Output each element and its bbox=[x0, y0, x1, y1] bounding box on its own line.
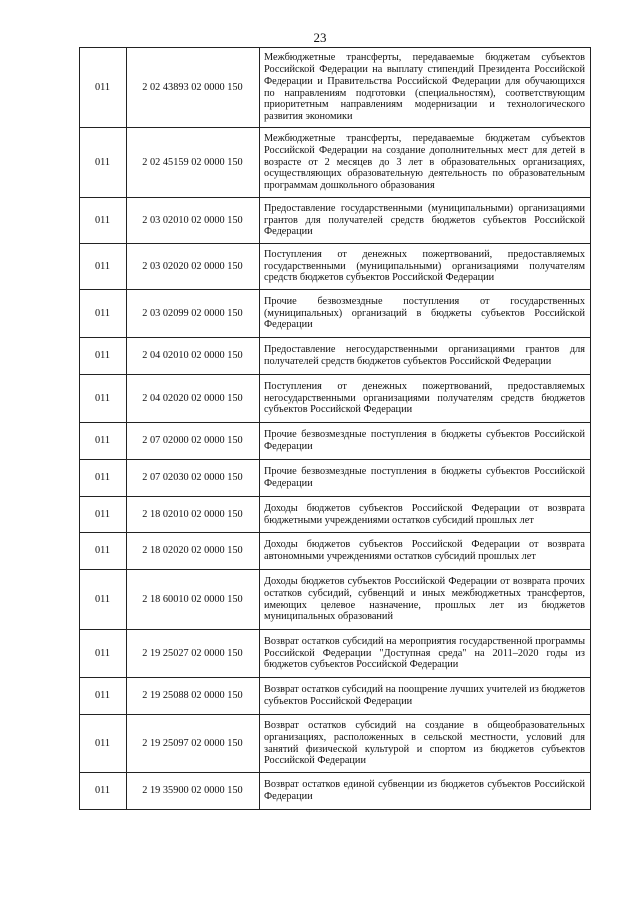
budget-classification-code-cell: 2 07 02000 02 0000 150 bbox=[127, 423, 260, 460]
admin-code-cell: 011 bbox=[80, 533, 127, 570]
table-row bbox=[80, 128, 591, 198]
revenue-name-cell: Поступления от денежных пожертвований, предоставляемых негосударственными организациями получателям средств бюджетов субъектов Российской Федерации bbox=[260, 375, 591, 423]
budget-classification-code-cell: 2 18 02010 02 0000 150 bbox=[127, 497, 260, 533]
table-row bbox=[80, 570, 591, 630]
admin-code-cell: 011 bbox=[80, 338, 127, 375]
budget-classification-code-cell: 2 03 02010 02 0000 150 bbox=[127, 198, 260, 244]
budget-classification-code-cell: 2 19 35900 02 0000 150 bbox=[127, 773, 260, 810]
table-row bbox=[80, 48, 591, 128]
admin-code-cell: 011 bbox=[80, 715, 127, 773]
admin-code-cell: 011 bbox=[80, 773, 127, 810]
admin-code-cell: 011 bbox=[80, 198, 127, 244]
revenue-name-cell: Предоставление государственными (муниципальными) организациями грантов для получателей средств бюджетов субъектов Российской Федерации bbox=[260, 198, 591, 244]
table-row bbox=[80, 423, 591, 460]
table-row bbox=[80, 533, 591, 570]
table-row bbox=[80, 678, 591, 715]
budget-classification-code-cell: 2 19 25097 02 0000 150 bbox=[127, 715, 260, 773]
revenue-name-cell: Возврат остатков субсидий на поощрение лучших учителей из бюджетов субъектов Российской Федерации bbox=[260, 678, 591, 715]
budget-classification-code-cell: 2 18 60010 02 0000 150 bbox=[127, 570, 260, 630]
table-row bbox=[80, 630, 591, 678]
revenue-name-cell: Доходы бюджетов субъектов Российской Федерации от возврата автономными учреждениями остатков субсидий прошлых лет bbox=[260, 533, 591, 570]
budget-classification-code-cell: 2 04 02020 02 0000 150 bbox=[127, 375, 260, 423]
admin-code-cell: 011 bbox=[80, 128, 127, 198]
admin-code-cell: 011 bbox=[80, 570, 127, 630]
revenue-name-cell: Прочие безвозмездные поступления в бюджеты субъектов Российской Федерации bbox=[260, 423, 591, 460]
budget-classification-code-cell: 2 19 25027 02 0000 150 bbox=[127, 630, 260, 678]
table-row bbox=[80, 715, 591, 773]
table-row bbox=[80, 375, 591, 423]
revenue-name-cell: Доходы бюджетов субъектов Российской Федерации от возврата бюджетными учреждениями остатков субсидий прошлых лет bbox=[260, 497, 591, 533]
table-row bbox=[80, 198, 591, 244]
budget-classification-code-cell: 2 02 43893 02 0000 150 bbox=[127, 48, 260, 128]
budget-classification-code-cell: 2 19 25088 02 0000 150 bbox=[127, 678, 260, 715]
revenue-name-cell: Межбюджетные трансферты, передаваемые бюджетам субъектов Российской Федерации на создание дополнительных мест для детей в возрасте от 2 месяцев до 3 лет в образовательных организациях, осуществляющих образовательную деятельность по образовательным программам дошкольного образования bbox=[260, 128, 591, 198]
budget-classification-code-cell: 2 03 02020 02 0000 150 bbox=[127, 244, 260, 290]
revenue-name-cell: Прочие безвозмездные поступления от государственных (муниципальных) организаций в бюджеты субъектов Российской Федерации bbox=[260, 290, 591, 338]
admin-code-cell: 011 bbox=[80, 630, 127, 678]
budget-classification-code-cell: 2 03 02099 02 0000 150 bbox=[127, 290, 260, 338]
table-row bbox=[80, 460, 591, 497]
revenue-name-cell: Доходы бюджетов субъектов Российской Федерации от возврата прочих остатков субсидий, субвенций и иных межбюджетных трансфертов, имеющих целевое назначение, прошлых лет из бюджетов муниципальных образований bbox=[260, 570, 591, 630]
revenue-name-cell: Возврат остатков единой субвенции из бюджетов субъектов Российской Федерации bbox=[260, 773, 591, 810]
budget-classification-code-cell: 2 07 02030 02 0000 150 bbox=[127, 460, 260, 497]
admin-code-cell: 011 bbox=[80, 244, 127, 290]
admin-code-cell: 011 bbox=[80, 497, 127, 533]
revenue-name-cell: Предоставление негосударственными организациями грантов для получателей средств бюджетов субъектов Российской Федерации bbox=[260, 338, 591, 375]
revenue-name-cell: Возврат остатков субсидий на мероприятия государственной программы Российской Федерации "Доступная среда" на 2011–2020 годы из бюджетов субъектов Российской Федерации bbox=[260, 630, 591, 678]
revenue-name-cell: Прочие безвозмездные поступления в бюджеты субъектов Российской Федерации bbox=[260, 460, 591, 497]
admin-code-cell: 011 bbox=[80, 460, 127, 497]
admin-code-cell: 011 bbox=[80, 290, 127, 338]
admin-code-cell: 011 bbox=[80, 48, 127, 128]
budget-classification-code-cell: 2 04 02010 02 0000 150 bbox=[127, 338, 260, 375]
page-number: 23 bbox=[313, 30, 327, 45]
admin-code-cell: 011 bbox=[80, 423, 127, 460]
table-row bbox=[80, 497, 591, 533]
table-row bbox=[80, 338, 591, 375]
table-row bbox=[80, 290, 591, 338]
admin-code-cell: 011 bbox=[80, 375, 127, 423]
revenue-code-table bbox=[79, 47, 591, 810]
budget-classification-code-cell: 2 18 02020 02 0000 150 bbox=[127, 533, 260, 570]
revenue-name-cell: Возврат остатков субсидий на создание в общеобразовательных организациях, расположенных в сельской местности, условий для занятий физической культурой и спортом из бюджетов субъектов Российской Федерации bbox=[260, 715, 591, 773]
table-row bbox=[80, 244, 591, 290]
admin-code-cell: 011 bbox=[80, 678, 127, 715]
revenue-name-cell: Поступления от денежных пожертвований, предоставляемых государственными (муниципальными) организациями получателям средств бюджетов субъектов Российской Федерации bbox=[260, 244, 591, 290]
revenue-name-cell: Межбюджетные трансферты, передаваемые бюджетам субъектов Российской Федерации на выплату стипендий Президента Российской Федерации и Правительства Российской Федерации для обучающихся по направлениям подготовки (специальностям), соответствующим приоритетным направлениям модернизации и технологического развития экономики bbox=[260, 48, 591, 128]
budget-classification-code-cell: 2 02 45159 02 0000 150 bbox=[127, 128, 260, 198]
table-row bbox=[80, 773, 591, 810]
